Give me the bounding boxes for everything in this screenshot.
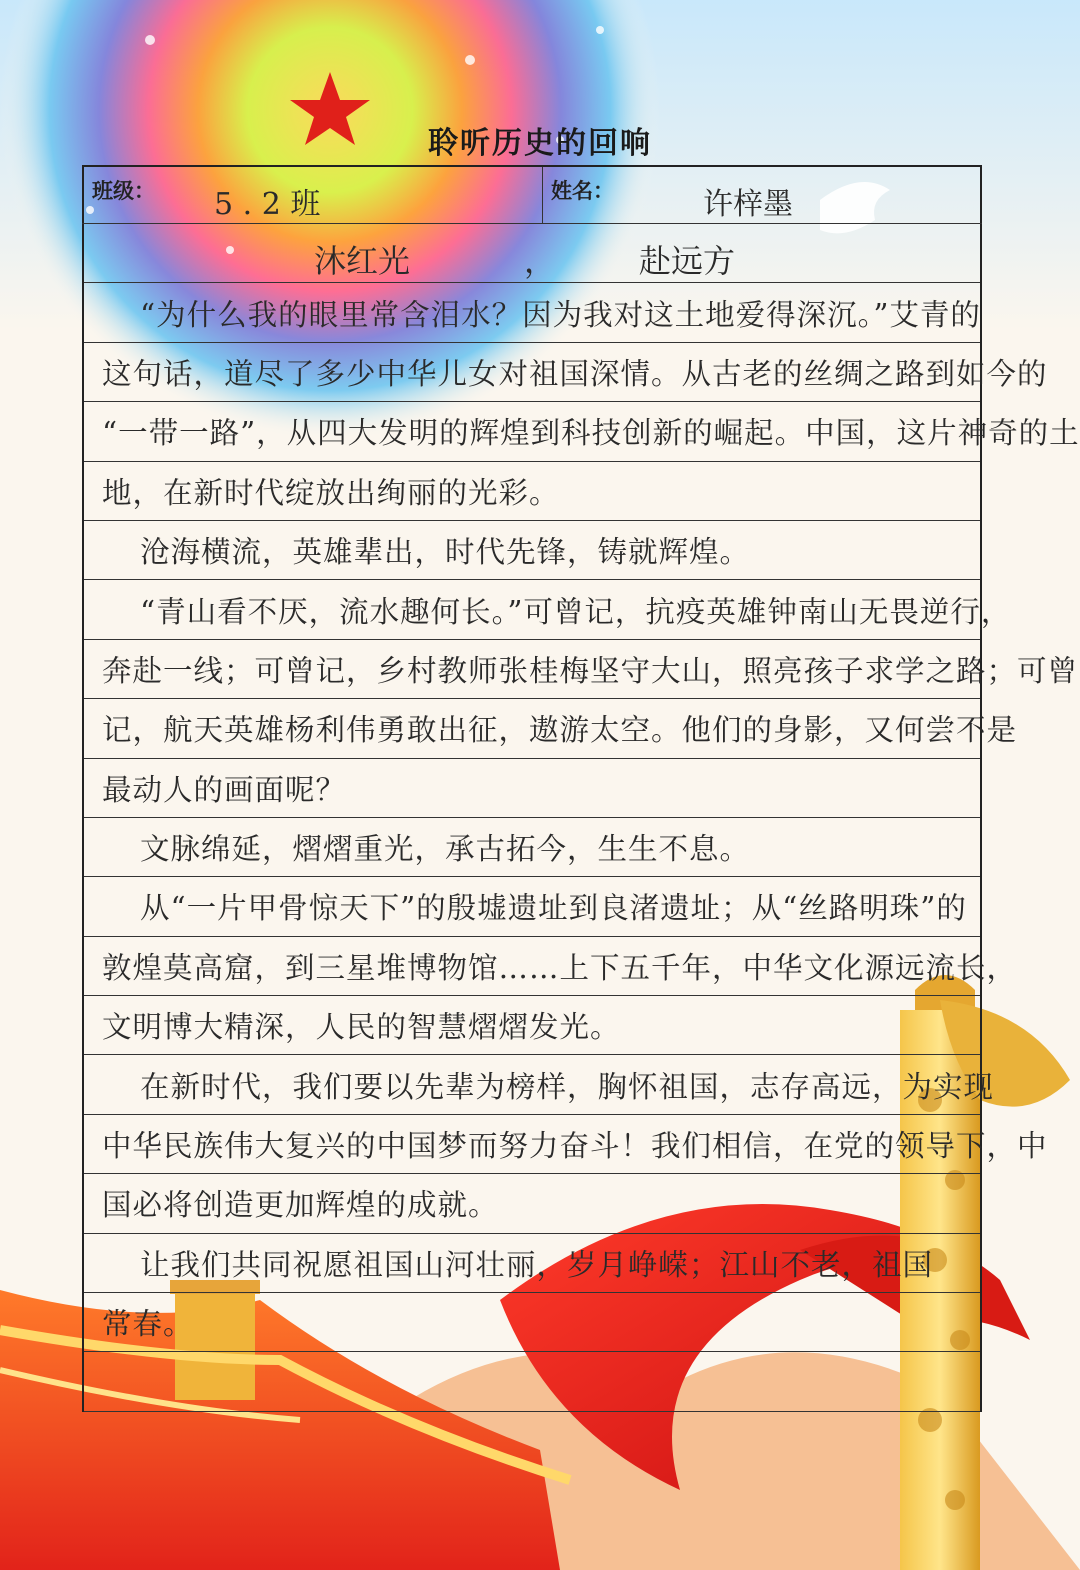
line-text: 从“一片甲骨惊天下”的殷墟遗址到良渚遗址；从“丝路明珠”的 [140, 891, 967, 926]
line-text: 文脉绵延，熠熠重光，承古拓今，生生不息。 [140, 832, 751, 867]
text-line [84, 1115, 1048, 1174]
text-line [84, 521, 980, 580]
text-line [84, 818, 980, 877]
line-text: 这句话，道尽了多少中华儿女对祖国深情。从古老的丝绸之路到如今的 [102, 356, 1048, 391]
text-line [84, 1174, 980, 1233]
class-value: 5 . 2 班 [214, 187, 321, 222]
subtitle-separator: ， [524, 242, 557, 280]
line-text: “为什么我的眼里常含泪水？因为我对这土地爱得深沉。”艾青的 [140, 297, 981, 332]
text-line [84, 937, 1018, 996]
line-text: 文明博大精深，人民的智慧熠熠发光。 [102, 1010, 621, 1045]
line-text: 沧海横流，英雄辈出，时代先锋，铸就辉煌。 [140, 535, 751, 570]
line-text: 记，航天英雄杨利伟勇敢出征，遨游太空。他们的身影，又何尝不是 [102, 713, 1018, 748]
subtitle-right: 赴远方 [639, 242, 736, 280]
line-text: 中华民族伟大复兴的中国梦而努力奋斗！我们相信，在党的领导下，中 [102, 1129, 1048, 1164]
text-line [84, 1055, 995, 1114]
name-label: 姓名： [551, 179, 614, 203]
text-line [84, 1352, 980, 1411]
class-label: 班级： [92, 179, 155, 203]
text-line [84, 877, 980, 936]
line-text: 地，在新时代绽放出绚丽的光彩。 [102, 475, 560, 510]
text-line [84, 759, 980, 818]
page-title: 聆听历史的回响 [428, 126, 652, 161]
text-line [84, 283, 980, 342]
writing-sheet [82, 165, 1080, 1412]
name-cell [543, 167, 982, 223]
subtitle-left: 沐红光 [314, 242, 411, 280]
text-line [84, 1234, 980, 1293]
name-value: 许梓墨 [703, 187, 793, 222]
line-text: 常春。 [102, 1307, 194, 1342]
text-line [84, 1293, 980, 1352]
line-text: 敦煌莫高窟，到三星堆博物馆……上下五千年，中华文化源远流长， [102, 950, 1018, 985]
text-line [84, 462, 980, 521]
line-text: 最动人的画面呢？ [102, 772, 347, 807]
text-line [84, 343, 1048, 402]
text-line [84, 996, 980, 1055]
text-line [84, 699, 1018, 758]
essay-subtitle [84, 224, 980, 283]
header-row [82, 165, 982, 224]
text-line [84, 580, 1012, 639]
line-text: “一带一路”，从四大发明的辉煌到科技创新的崛起。中国，这片神奇的土 [102, 416, 1080, 451]
line-text: 让我们共同祝愿祖国山河壮丽，岁月峥嵘；江山不老，祖国 [140, 1247, 934, 1282]
line-text: 在新时代，我们要以先辈为榜样，胸怀祖国，志存高远，为实现 [140, 1069, 995, 1104]
line-text: 奔赴一线；可曾记，乡村教师张桂梅坚守大山，照亮孩子求学之路；可曾 [102, 653, 1079, 688]
line-text: “青山看不厌，流水趣何长。”可曾记，抗疫英雄钟南山无畏逆行， [140, 594, 1012, 629]
text-line [84, 640, 1079, 699]
class-cell [82, 167, 543, 223]
line-text: 国必将创造更加辉煌的成就。 [102, 1188, 499, 1223]
lined-rows [82, 224, 1080, 1412]
text-line [84, 402, 1080, 461]
